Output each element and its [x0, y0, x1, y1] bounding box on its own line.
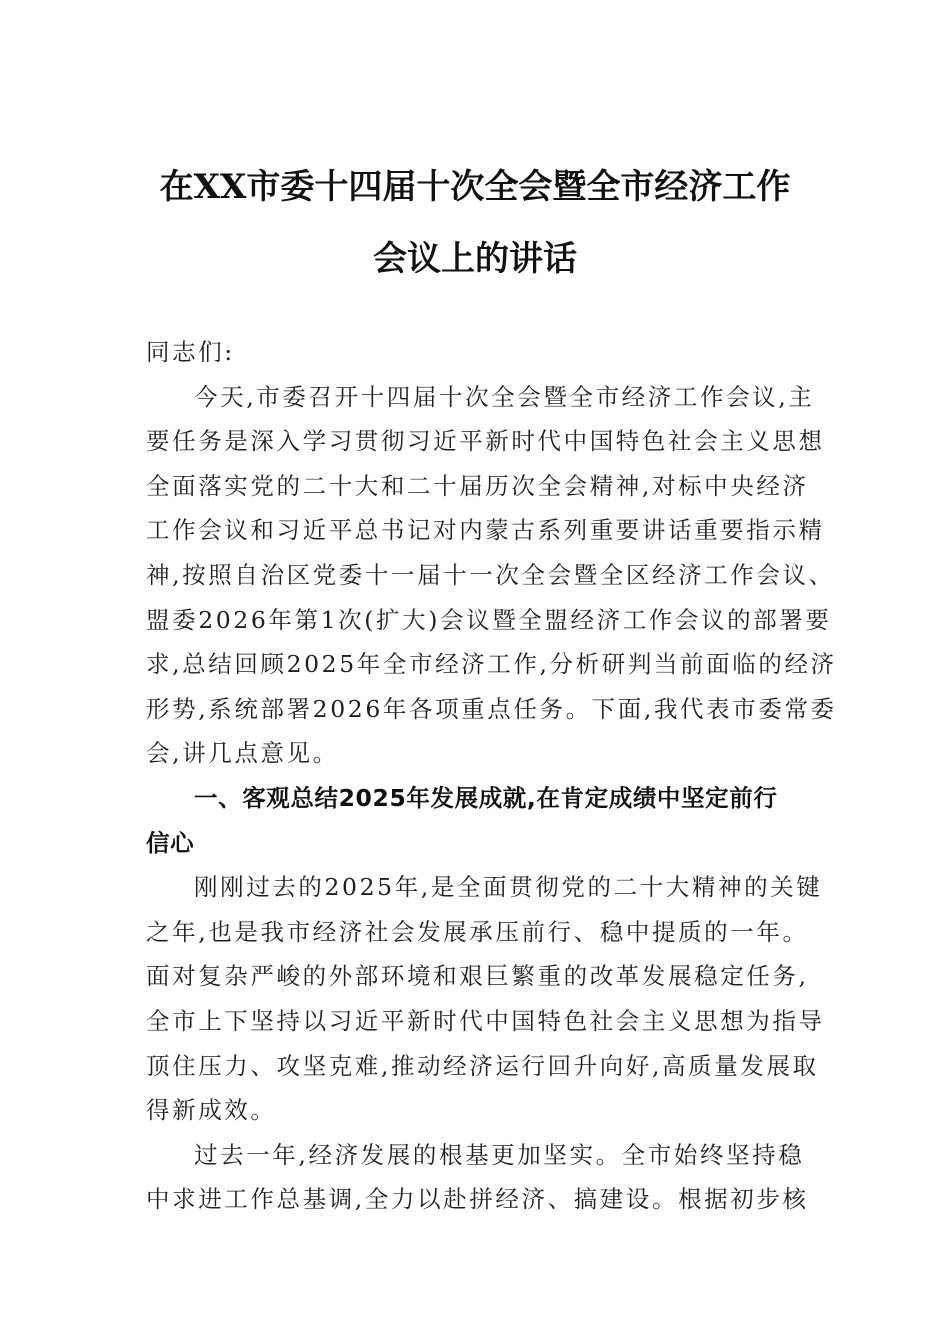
title-line: 在XX市委十四届十次全会暨全市经济工作: [159, 167, 791, 207]
salutation: 同志们:: [146, 338, 235, 366]
paragraph-line: 形势,系统部署2026年各项重点任务。下面,我代表市委常委: [146, 694, 837, 723]
paragraph-intro: [146, 375, 837, 776]
paragraph-line: 得新成效。: [146, 1096, 277, 1125]
paragraph-line: 全面落实党的二十大和二十届历次全会精神,对标中央经济: [146, 471, 809, 500]
paragraph-line: 要任务是深入学习贯彻习近平新时代中国特色社会主义思想: [146, 427, 825, 456]
paragraph-line: 顶住压力、攻坚克难,推动经济运行回升向好,高质量发展取: [146, 1051, 819, 1080]
paragraph-line: 会,讲几点意见。: [146, 739, 339, 768]
section-heading-1: [146, 776, 810, 865]
paragraph-line: 刚刚过去的2025年,是全面贯彻党的二十大精神的关键: [194, 873, 823, 902]
paragraph-line: 之年,也是我市经济社会发展承压前行、稳中提质的一年。: [146, 917, 809, 946]
paragraph-line: 求,总结回顾2025年全市经济工作,分析研判当前面临的经济: [146, 650, 837, 679]
paragraph-line: 面对复杂严峻的外部环境和艰巨繁重的改革发展稳定任务,: [146, 962, 809, 991]
paragraph-line: 工作会议和习近平总书记对内蒙古系列重要讲话重要指示精: [146, 516, 825, 545]
heading-line: 信心: [146, 828, 195, 857]
document-body: [146, 330, 837, 1222]
document-title: [140, 158, 810, 288]
paragraph-review: [146, 865, 825, 1133]
heading-line: 一、客观总结2025年发展成就,在肯定成绩中坚定前行: [194, 783, 778, 812]
paragraph-foundation: [146, 1133, 810, 1222]
paragraph-line: 今天,市委召开十四届十次全会暨全市经济工作会议,主: [194, 382, 815, 411]
paragraph-line: 过去一年,经济发展的根基更加坚实。全市始终坚持稳: [194, 1140, 805, 1169]
paragraph-line: 全市上下坚持以习近平新时代中国特色社会主义思想为指导: [146, 1006, 825, 1035]
paragraph-line: 中求进工作总基调,全力以赴拼经济、搞建设。根据初步核: [146, 1185, 809, 1214]
paragraph-line: 盟委2026年第1次(扩大)会议暨全盟经济工作会议的部署要: [146, 605, 832, 634]
paragraph-line: 神,按照自治区党委十一届十一次全会暨全区经济工作会议、: [146, 560, 835, 589]
title-line: 会议上的讲话: [373, 239, 577, 279]
